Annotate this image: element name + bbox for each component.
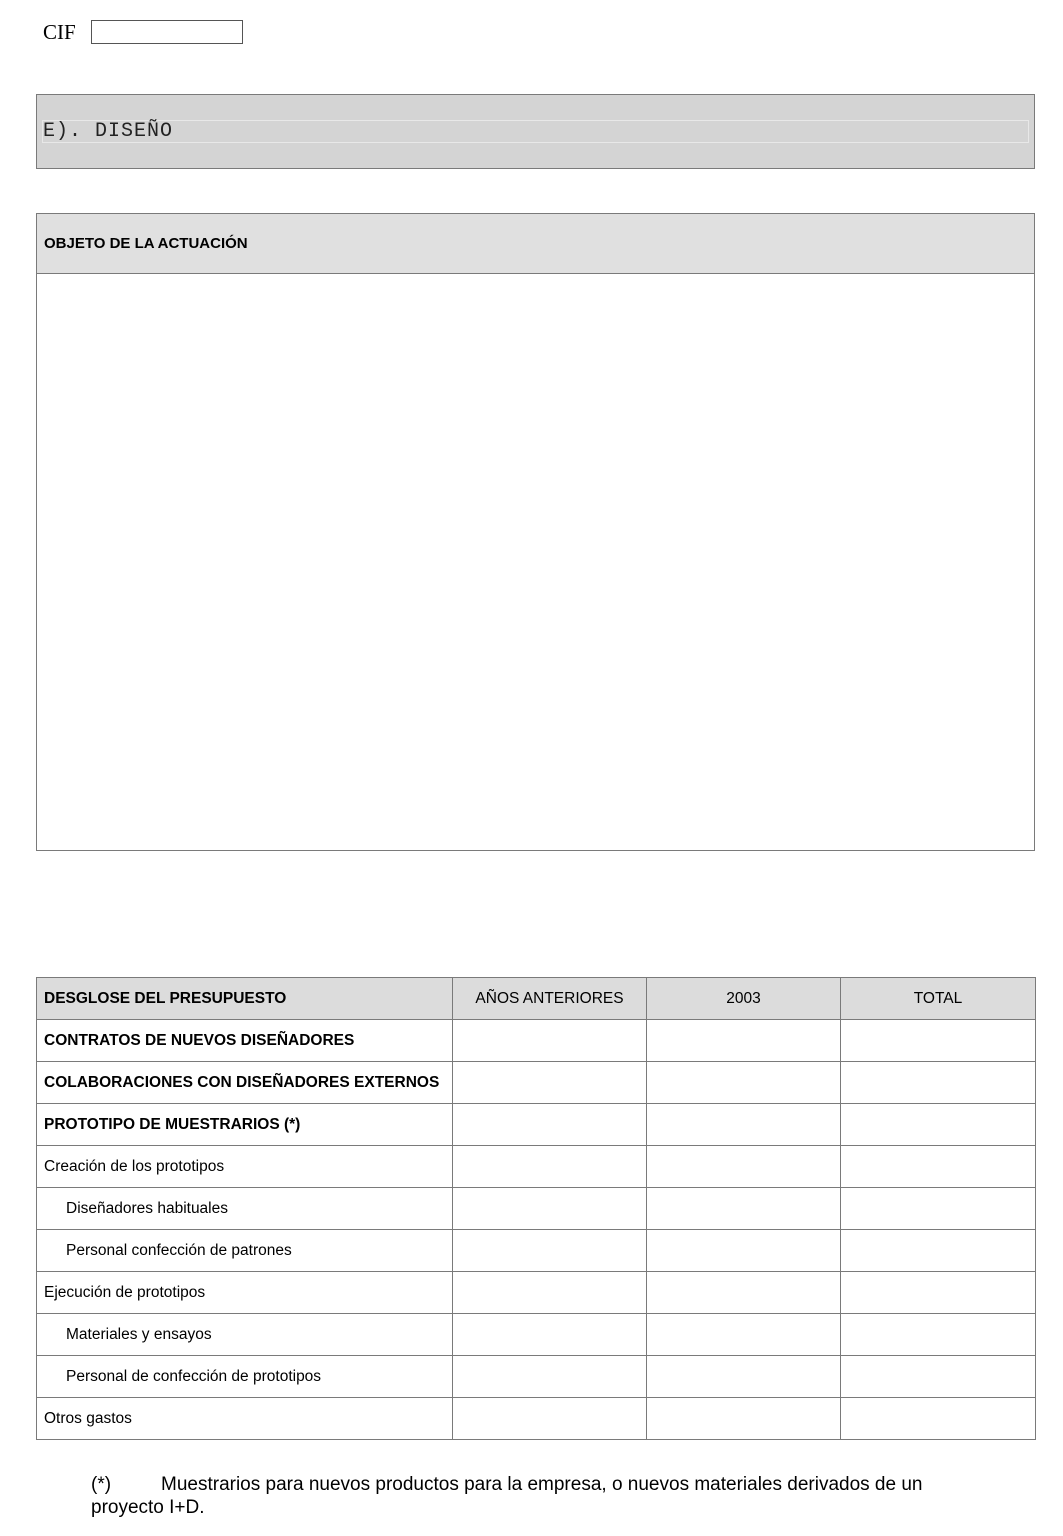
cell-2003[interactable] xyxy=(647,1398,841,1440)
footnote xyxy=(91,1473,991,1519)
cell-anos-anteriores[interactable] xyxy=(453,1104,647,1146)
table-row xyxy=(37,1104,1036,1146)
cell-2003[interactable] xyxy=(647,1356,841,1398)
cell-anos-anteriores[interactable] xyxy=(453,1398,647,1440)
table-row xyxy=(37,1272,1036,1314)
cell-anos-anteriores[interactable] xyxy=(453,1146,647,1188)
section-header-frame xyxy=(42,120,1029,143)
cell-total[interactable] xyxy=(841,1188,1036,1230)
objeto-text-area[interactable] xyxy=(37,274,1034,850)
cell-total[interactable] xyxy=(841,1146,1036,1188)
cif-input[interactable] xyxy=(91,20,243,44)
row-label: Materiales y ensayos xyxy=(37,1314,453,1356)
row-label: PROTOTIPO DE MUESTRARIOS (*) xyxy=(37,1104,453,1146)
cell-total[interactable] xyxy=(841,1230,1036,1272)
footnote-text: Muestrarios para nuevos productos para la empresa, o nuevos materiales derivados de un proyecto I+D. xyxy=(91,1474,923,1518)
cell-2003[interactable] xyxy=(647,1146,841,1188)
row-label: COLABORACIONES CON DISEÑADORES EXTERNOS xyxy=(37,1062,453,1104)
column-header-desglose: DESGLOSE DEL PRESUPUESTO xyxy=(37,978,453,1020)
cell-anos-anteriores[interactable] xyxy=(453,1230,647,1272)
cell-anos-anteriores[interactable] xyxy=(453,1062,647,1104)
cell-2003[interactable] xyxy=(647,1230,841,1272)
column-header-2003: 2003 xyxy=(647,978,841,1020)
cell-2003[interactable] xyxy=(647,1272,841,1314)
cell-2003[interactable] xyxy=(647,1188,841,1230)
column-header-anos-anteriores: AÑOS ANTERIORES xyxy=(453,978,647,1020)
cell-total[interactable] xyxy=(841,1062,1036,1104)
column-header-total: TOTAL xyxy=(841,978,1036,1020)
table-row xyxy=(37,1356,1036,1398)
cell-2003[interactable] xyxy=(647,1104,841,1146)
section-title: E). DISEÑO xyxy=(43,120,174,143)
budget-header-row xyxy=(37,978,1036,1020)
row-label: Otros gastos xyxy=(37,1398,453,1440)
cell-anos-anteriores[interactable] xyxy=(453,1356,647,1398)
cell-anos-anteriores[interactable] xyxy=(453,1314,647,1356)
cell-total[interactable] xyxy=(841,1314,1036,1356)
cell-total[interactable] xyxy=(841,1104,1036,1146)
row-label: Diseñadores habituales xyxy=(37,1188,453,1230)
objeto-header-label: OBJETO DE LA ACTUACIÓN xyxy=(44,235,248,252)
table-row xyxy=(37,1062,1036,1104)
row-label: Personal de confección de prototipos xyxy=(37,1356,453,1398)
cell-2003[interactable] xyxy=(647,1314,841,1356)
cell-anos-anteriores[interactable] xyxy=(453,1188,647,1230)
row-label: Personal confección de patrones xyxy=(37,1230,453,1272)
budget-table xyxy=(36,977,1036,1440)
cif-label: CIF xyxy=(43,20,76,44)
table-row xyxy=(37,1230,1036,1272)
cell-total[interactable] xyxy=(841,1356,1036,1398)
row-label: Ejecución de prototipos xyxy=(37,1272,453,1314)
row-label: Creación de los prototipos xyxy=(37,1146,453,1188)
cell-2003[interactable] xyxy=(647,1020,841,1062)
table-row xyxy=(37,1398,1036,1440)
objeto-header xyxy=(37,214,1034,274)
cell-2003[interactable] xyxy=(647,1062,841,1104)
cell-total[interactable] xyxy=(841,1272,1036,1314)
section-header xyxy=(36,94,1035,169)
cell-total[interactable] xyxy=(841,1398,1036,1440)
footnote-mark: (*) xyxy=(91,1474,112,1495)
table-row xyxy=(37,1188,1036,1230)
cell-anos-anteriores[interactable] xyxy=(453,1020,647,1062)
table-row xyxy=(37,1314,1036,1356)
table-row xyxy=(37,1146,1036,1188)
table-row xyxy=(37,1020,1036,1062)
row-label: CONTRATOS DE NUEVOS DISEÑADORES xyxy=(37,1020,453,1062)
cell-total[interactable] xyxy=(841,1020,1036,1062)
objeto-panel xyxy=(36,213,1035,851)
cell-anos-anteriores[interactable] xyxy=(453,1272,647,1314)
